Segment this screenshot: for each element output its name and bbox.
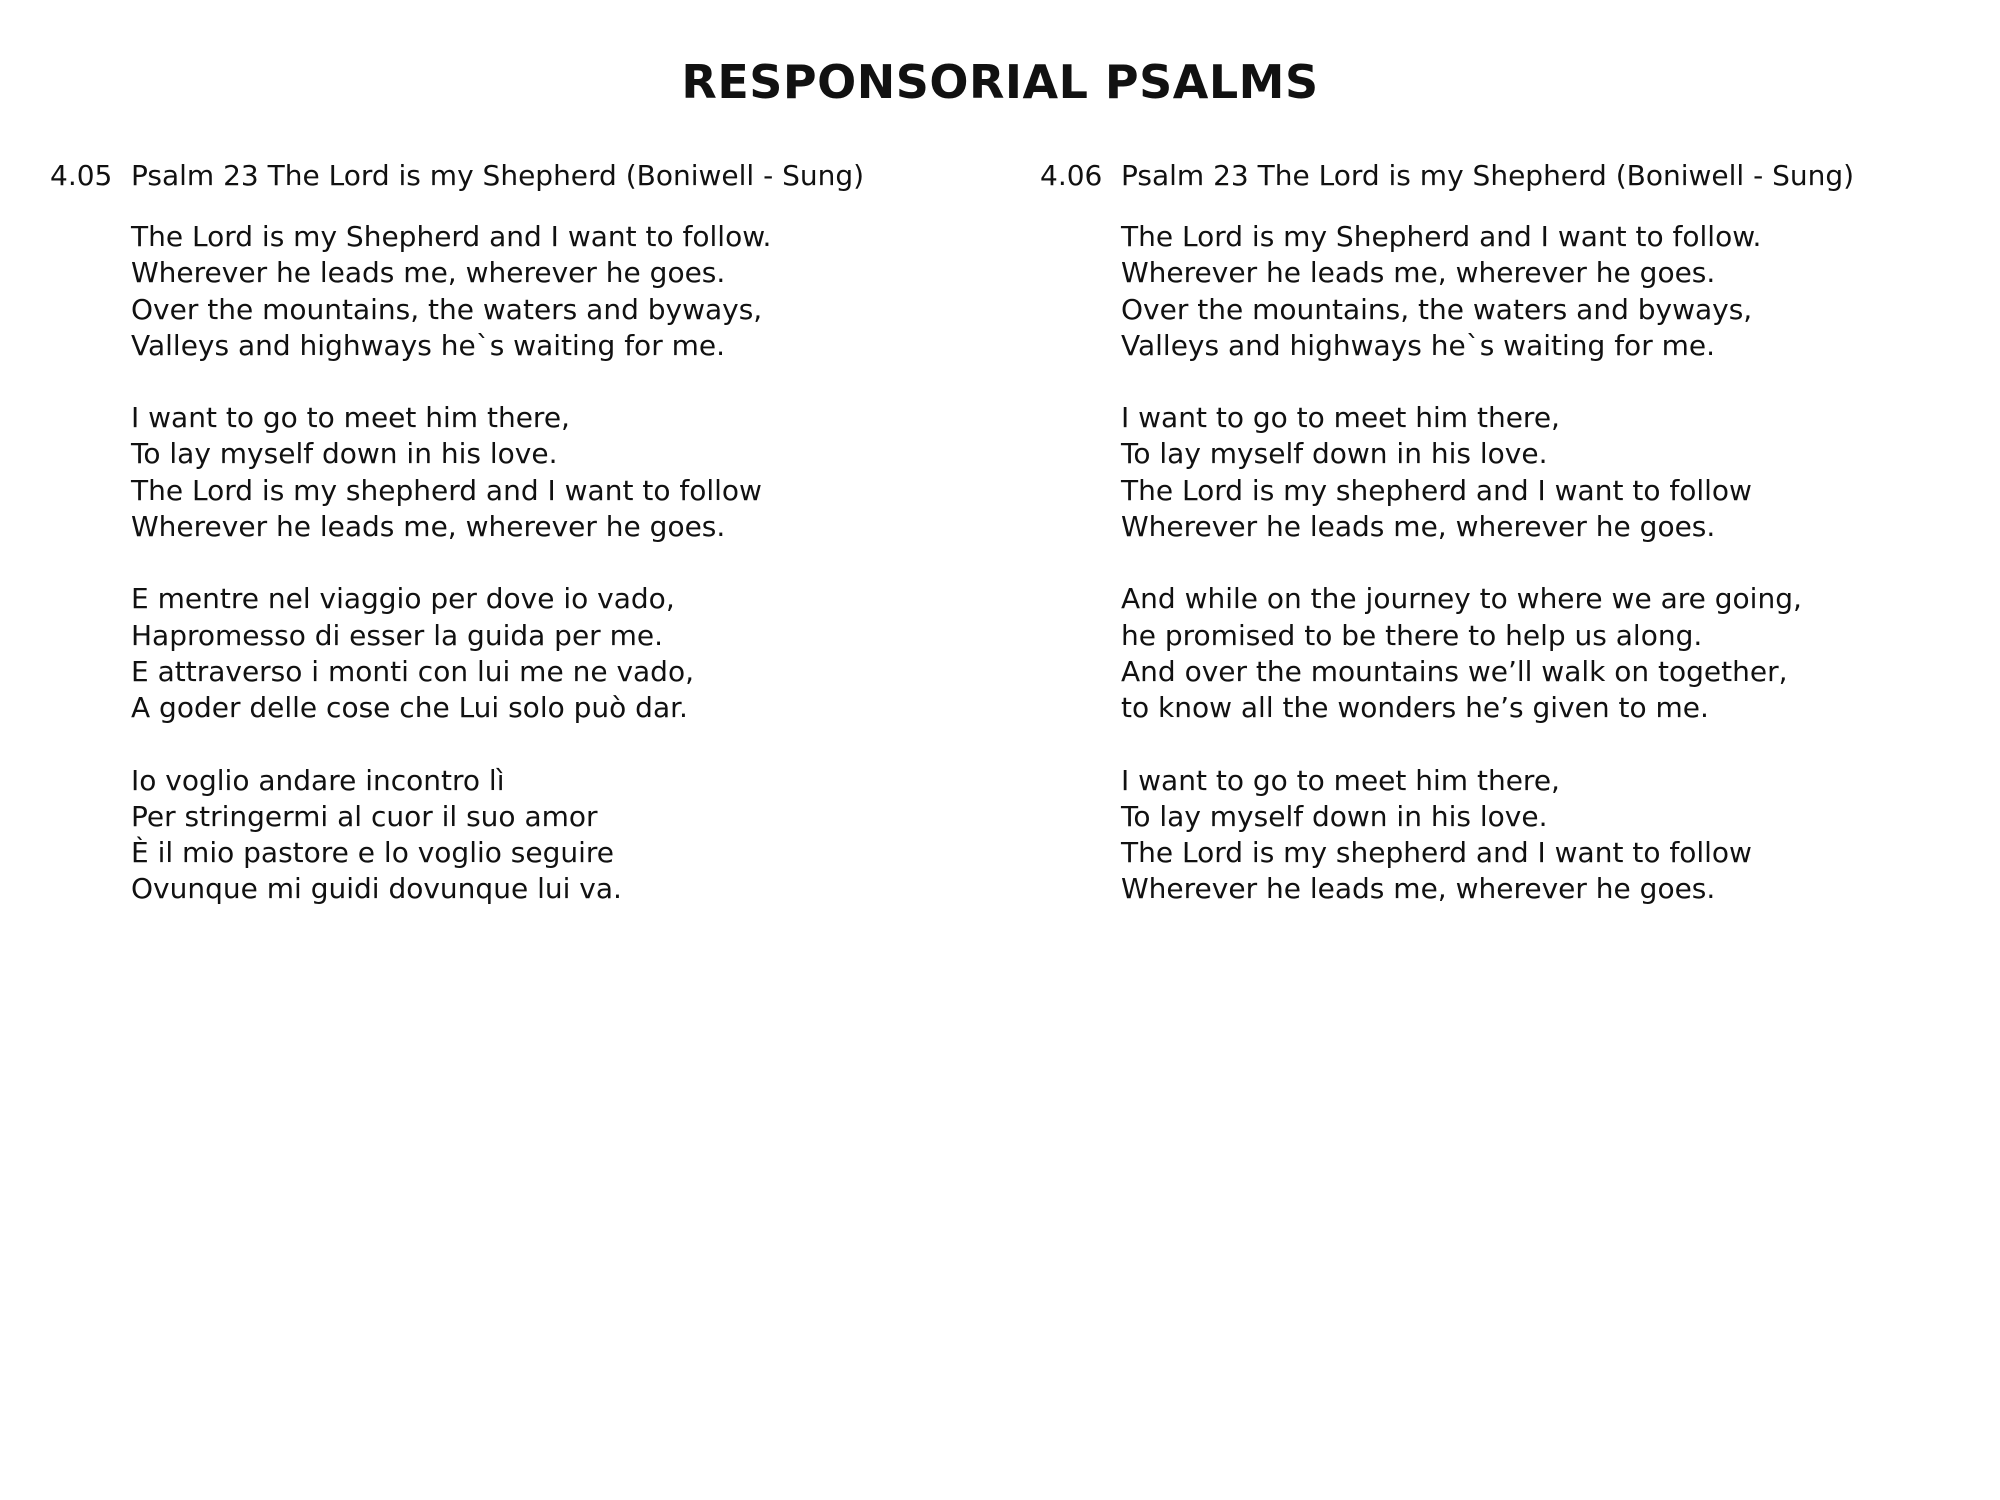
psalm-number: 4.06 <box>1040 159 1103 192</box>
lyric-line: Valleys and highways he`s waiting for me. <box>131 328 726 362</box>
lyric-line: Wherever he leads me, wherever he goes. <box>131 256 726 290</box>
stanza <box>131 581 1010 726</box>
lyric-line: Wherever he leads me, wherever he goes. <box>131 510 726 544</box>
lyric-line: Io voglio andare incontro lì <box>131 763 505 797</box>
psalm-heading <box>1040 158 2000 194</box>
psalm-title: Psalm 23 The Lord is my Shepherd (Boniwell - Sung) <box>1121 159 1855 192</box>
psalm-lyrics <box>131 219 1010 908</box>
psalm-section-4-06 <box>1040 158 2000 944</box>
psalm-title: Psalm 23 The Lord is my Shepherd (Boniwell - Sung) <box>131 159 865 192</box>
lyric-line: Over the mountains, the waters and byways, <box>131 292 763 326</box>
lyric-line: he promised to be there to help us along. <box>1121 618 1703 652</box>
stanza <box>1121 219 2000 364</box>
lyric-line: Valleys and highways he`s waiting for me. <box>1121 328 1716 362</box>
lyric-line: And over the mountains we’ll walk on together, <box>1121 654 1788 688</box>
lyric-line: The Lord is my shepherd and I want to follow <box>131 473 762 507</box>
lyric-line: The Lord is my Shepherd and I want to follow. <box>131 220 772 253</box>
lyric-line: Wherever he leads me, wherever he goes. <box>1121 256 1716 290</box>
lyric-line: I want to go to meet him there, <box>131 401 570 435</box>
page-title: RESPONSORIAL PSALMS <box>681 55 1319 109</box>
lyric-line: A goder delle cose che Lui solo può dar. <box>131 691 688 725</box>
lyric-line: I want to go to meet him there, <box>1121 763 1560 797</box>
lyric-line: To lay myself down in his love. <box>1121 799 1548 833</box>
stanza <box>1121 400 2000 545</box>
lyric-line: To lay myself down in his love. <box>1121 437 1548 471</box>
lyric-line: Wherever he leads me, wherever he goes. <box>1121 872 1716 906</box>
lyric-line: Hapromesso di esser la guida per me. <box>131 618 663 652</box>
stanza <box>1121 763 2000 908</box>
lyric-line: E mentre nel viaggio per dove io vado, <box>131 582 675 616</box>
stanza <box>131 400 1010 545</box>
lyric-line: To lay myself down in his love. <box>131 437 558 471</box>
stanza <box>131 763 1010 908</box>
lyric-line: The Lord is my shepherd and I want to follow <box>1121 473 1752 507</box>
stanza <box>1121 581 2000 726</box>
psalm-lyrics <box>1121 219 2000 908</box>
lyric-line: Per stringermi al cuor il suo amor <box>131 799 598 833</box>
psalm-heading <box>50 158 1010 194</box>
lyric-line: E attraverso i monti con lui me ne vado, <box>131 654 694 688</box>
lyric-line: È il mio pastore e lo voglio seguire <box>131 836 615 870</box>
lyric-line: to know all the wonders he’s given to me. <box>1121 691 1709 725</box>
lyric-line: Wherever he leads me, wherever he goes. <box>1121 510 1716 544</box>
lyric-line: The Lord is my shepherd and I want to follow <box>1121 836 1752 870</box>
lyric-line: The Lord is my Shepherd and I want to follow. <box>1121 220 1762 253</box>
lyric-line: Ovunque mi guidi dovunque lui va. <box>131 872 622 906</box>
lyric-line: And while on the journey to where we are going, <box>1121 582 1802 616</box>
lyric-line: Over the mountains, the waters and byways, <box>1121 292 1753 326</box>
psalm-number: 4.05 <box>50 159 113 192</box>
psalm-section-4-05 <box>50 158 1010 944</box>
stanza <box>131 219 1010 364</box>
lyric-line: I want to go to meet him there, <box>1121 401 1560 435</box>
